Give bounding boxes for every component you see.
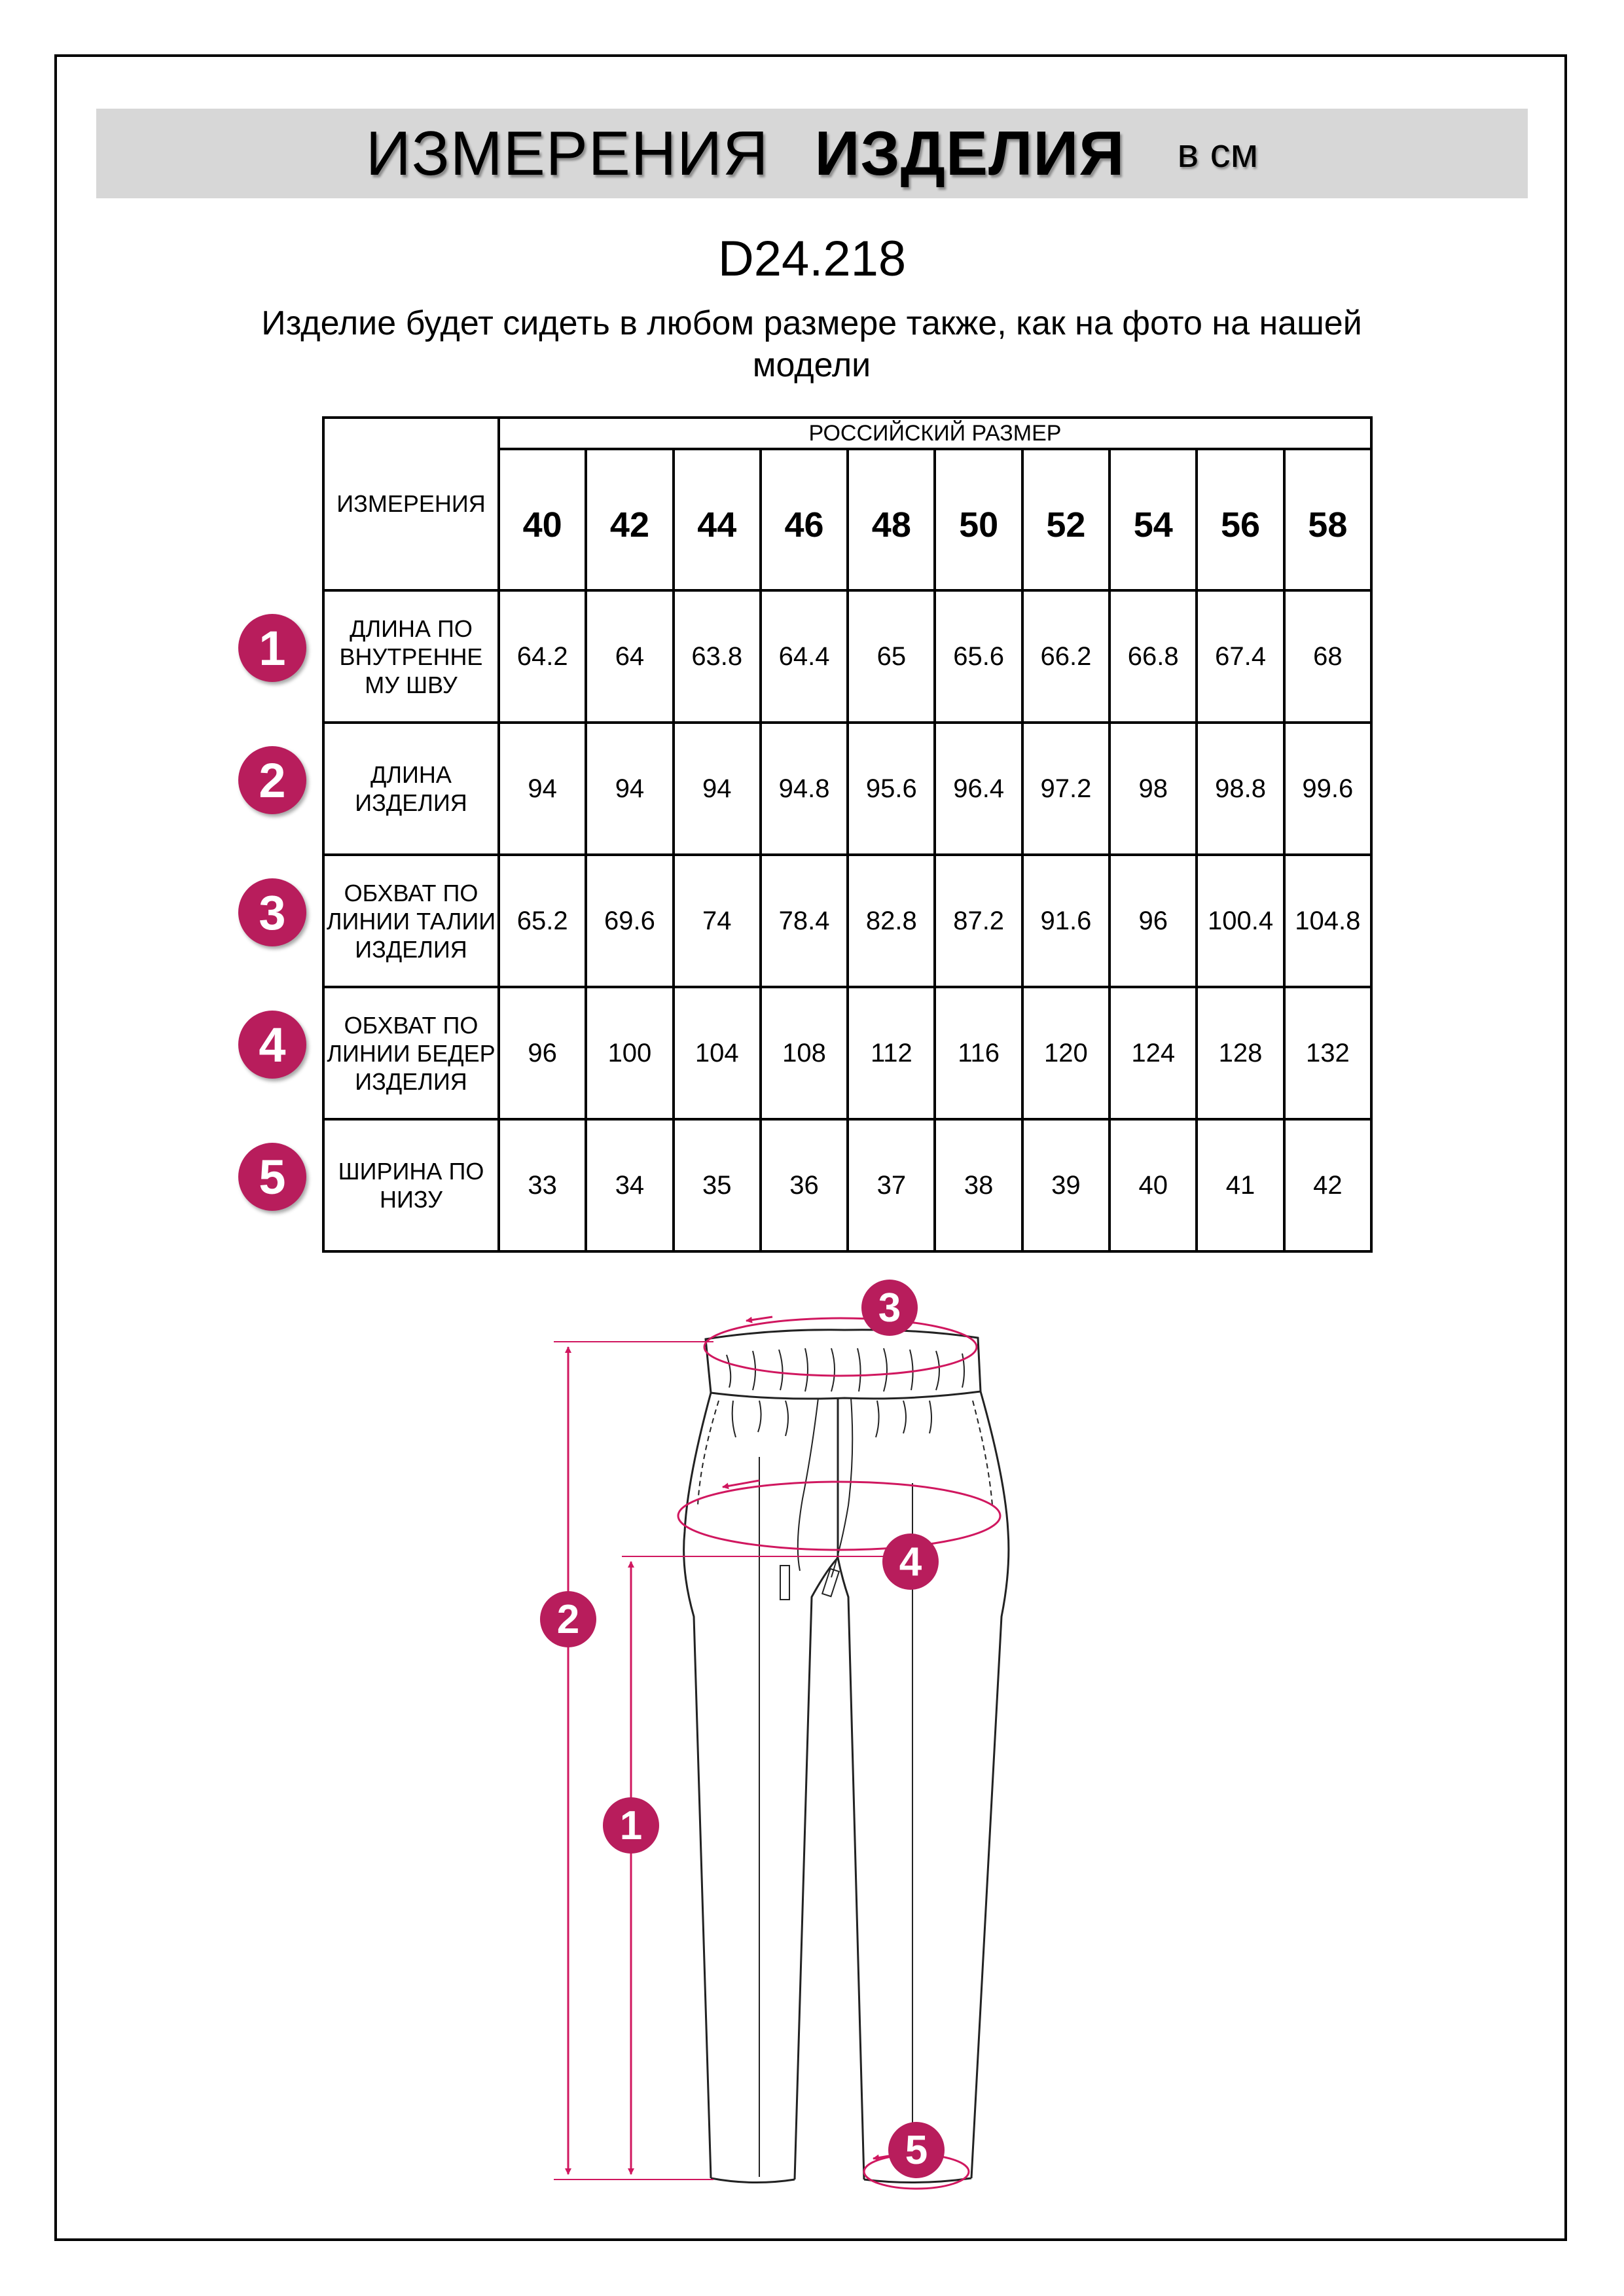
fit-note: Изделие будет сидеть в любом размере также, как на фото на нашей модели <box>261 304 1362 384</box>
table-cell: 132 <box>1284 987 1371 1119</box>
measurements-header: ИЗМЕРЕНИЯ <box>323 418 499 590</box>
size-header: 58 <box>1284 449 1371 590</box>
table-cell: 82.8 <box>848 855 935 987</box>
table-cell: 120 <box>1022 987 1110 1119</box>
size-header: 46 <box>761 449 848 590</box>
row-label: ШИРИНА ПО НИЗУ <box>323 1119 499 1251</box>
russian-size-header: РОССИЙСКИЙ РАЗМЕР <box>499 418 1371 449</box>
table-cell: 33 <box>499 1119 586 1251</box>
table-cell: 65 <box>848 590 935 723</box>
table-cell: 41 <box>1197 1119 1284 1251</box>
table-cell: 64 <box>586 590 673 723</box>
row-label: ОБХВАТ ПО ЛИНИИ БЕДЕР ИЗДЕЛИЯ <box>323 987 499 1119</box>
table-cell: 124 <box>1110 987 1197 1119</box>
title-part-measurements: ИЗМЕРЕНИЯ <box>365 118 769 188</box>
table-cell: 95.6 <box>848 723 935 855</box>
table-cell: 128 <box>1197 987 1284 1119</box>
table-cell: 78.4 <box>761 855 848 987</box>
table-cell: 94 <box>499 723 586 855</box>
diagram-marker-hips: 4 <box>882 1534 939 1590</box>
table-cell: 94.8 <box>761 723 848 855</box>
row-label: ОБХВАТ ПО ЛИНИИ ТАЛИИ ИЗДЕЛИЯ <box>323 855 499 987</box>
trousers-outline <box>684 1330 1009 2183</box>
size-header: 44 <box>674 449 761 590</box>
size-header: 48 <box>848 449 935 590</box>
row-label: ДЛИНА ИЗДЕЛИЯ <box>323 723 499 855</box>
table-cell: 69.6 <box>586 855 673 987</box>
table-cell: 38 <box>935 1119 1022 1251</box>
table-cell: 104.8 <box>1284 855 1371 987</box>
table-cell: 98.8 <box>1197 723 1284 855</box>
table-cell: 37 <box>848 1119 935 1251</box>
table-cell: 112 <box>848 987 935 1119</box>
table-cell: 94 <box>586 723 673 855</box>
table-cell: 96 <box>499 987 586 1119</box>
size-header: 40 <box>499 449 586 590</box>
table-cell: 68 <box>1284 590 1371 723</box>
table-cell: 96.4 <box>935 723 1022 855</box>
title-part-units: в см <box>1177 131 1259 176</box>
diagram-marker-inseam: 1 <box>603 1797 659 1854</box>
title-part-product: ИЗДЕЛИЯ <box>814 118 1125 188</box>
table-cell: 98 <box>1110 723 1197 855</box>
table-cell: 67.4 <box>1197 590 1284 723</box>
table-cell: 74 <box>674 855 761 987</box>
table-cell: 96 <box>1110 855 1197 987</box>
size-header: 42 <box>586 449 673 590</box>
size-header: 50 <box>935 449 1022 590</box>
table-cell: 94 <box>674 723 761 855</box>
table-cell: 87.2 <box>935 855 1022 987</box>
row-number-badge: 3 <box>238 878 306 946</box>
table-cell: 100.4 <box>1197 855 1284 987</box>
table-cell: 36 <box>761 1119 848 1251</box>
table-cell: 63.8 <box>674 590 761 723</box>
diagram-marker-hem: 5 <box>888 2122 945 2178</box>
size-header: 56 <box>1197 449 1284 590</box>
table-cell: 65.2 <box>499 855 586 987</box>
table-cell: 99.6 <box>1284 723 1371 855</box>
table-cell: 64.4 <box>761 590 848 723</box>
row-label: ДЛИНА ПО ВНУТРЕННЕ МУ ШВУ <box>323 590 499 723</box>
table-cell: 91.6 <box>1022 855 1110 987</box>
row-number-badge: 5 <box>238 1143 306 1211</box>
table-cell: 97.2 <box>1022 723 1110 855</box>
table-cell: 35 <box>674 1119 761 1251</box>
article-number: D24.218 <box>717 231 907 287</box>
table-cell: 42 <box>1284 1119 1371 1251</box>
table-cell: 39 <box>1022 1119 1110 1251</box>
diagram-marker-waist: 3 <box>861 1280 918 1336</box>
table-cell: 64.2 <box>499 590 586 723</box>
row-number-badge: 4 <box>238 1011 306 1079</box>
size-header: 54 <box>1110 449 1197 590</box>
table-cell: 66.2 <box>1022 590 1110 723</box>
table-cell: 100 <box>586 987 673 1119</box>
table-cell: 104 <box>674 987 761 1119</box>
row-number-badge: 1 <box>238 614 306 682</box>
diagram-marker-length: 2 <box>540 1591 596 1647</box>
table-cell: 66.8 <box>1110 590 1197 723</box>
table-cell: 108 <box>761 987 848 1119</box>
row-number-badge: 2 <box>238 746 306 814</box>
size-header: 52 <box>1022 449 1110 590</box>
measurement-guides <box>554 1317 1000 2189</box>
table-cell: 65.6 <box>935 590 1022 723</box>
table-cell: 34 <box>586 1119 673 1251</box>
table-cell: 116 <box>935 987 1022 1119</box>
table-cell: 40 <box>1110 1119 1197 1251</box>
